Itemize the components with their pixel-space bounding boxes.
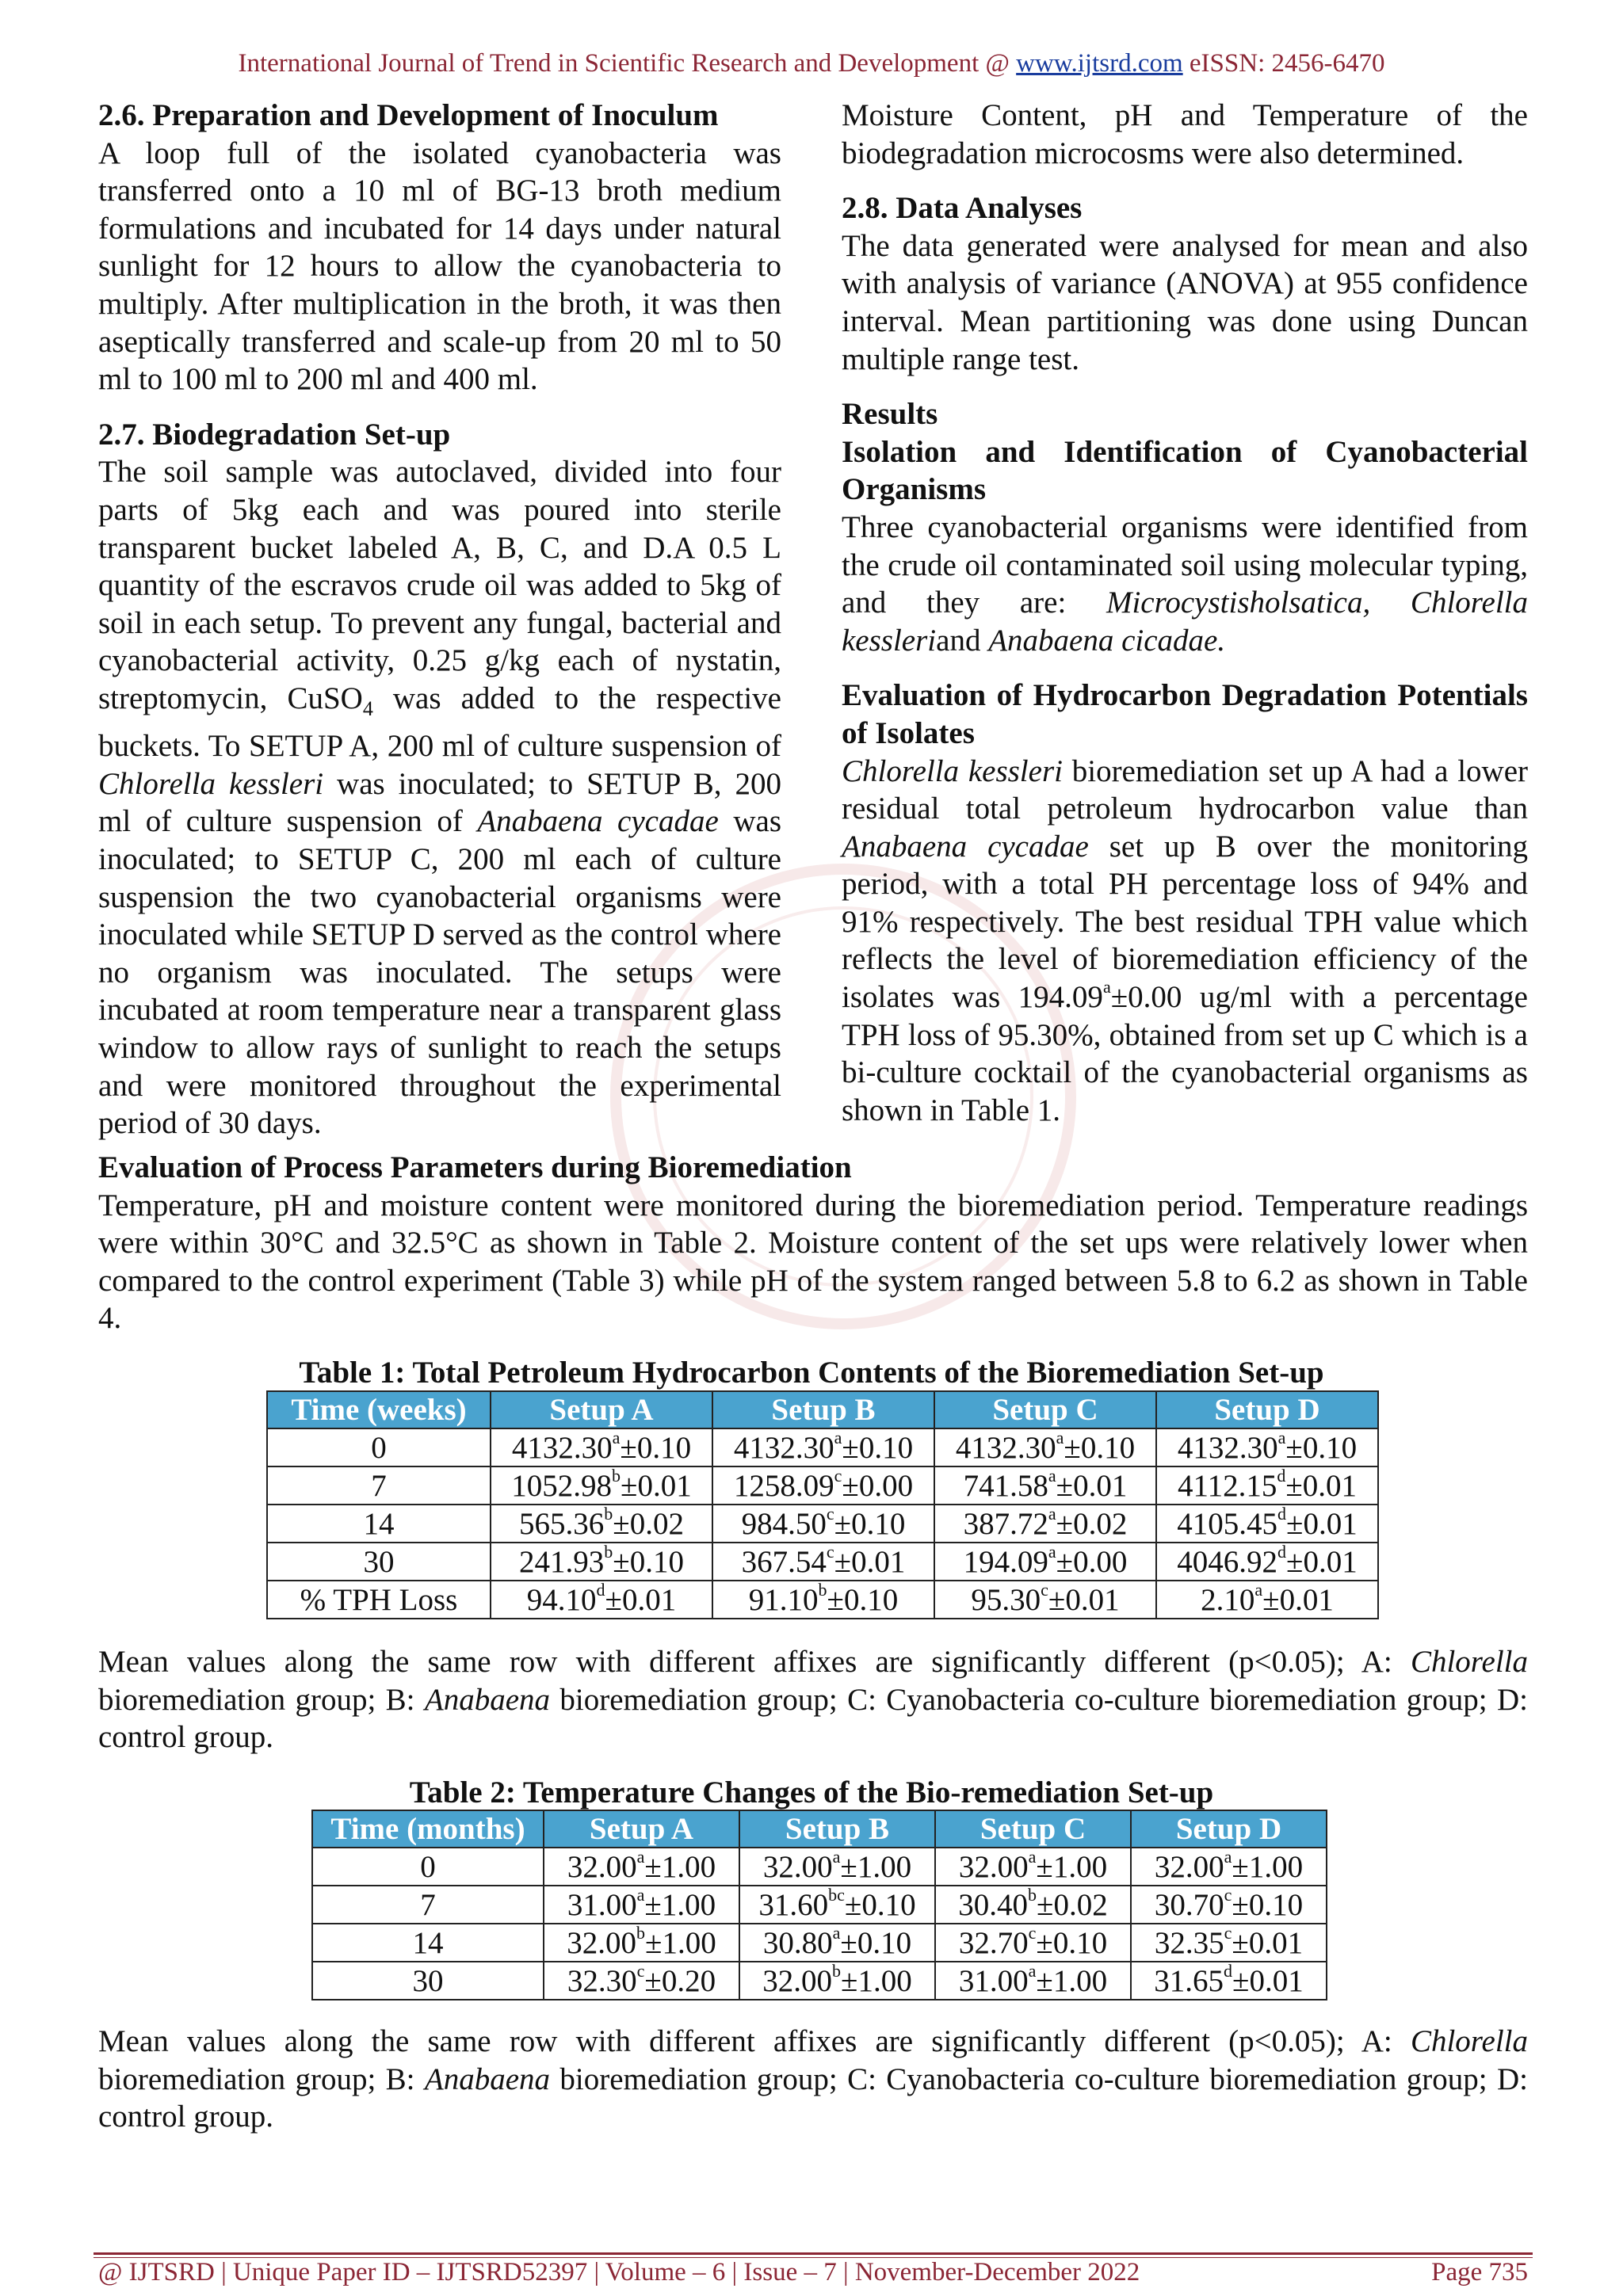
table-header-cell: Time (weeks)	[267, 1391, 491, 1428]
table-row	[267, 1581, 1378, 1619]
journal-name: International Journal of Trend in Scientific Research and Development @	[238, 49, 1010, 78]
page-footer	[98, 2258, 1528, 2287]
value-cell: 241.93$^b$±0.10	[491, 1543, 712, 1581]
table-header-cell: Setup B	[712, 1391, 934, 1428]
row-label-cell: 30	[267, 1543, 491, 1581]
results-heading: Results	[842, 397, 938, 432]
section-2-7-body: The soil sample was autoclaved, divided into four parts of 5kg each and was poured into sterile transparent bucket labeled A, B, C, and D.A 0.5 L quantity of the escravos crude oil was added to 5kg of soil in each setup. To prevent any fungal, bacterial and cyanobacterial activity, 0.25 g/kg each of nystatin, streptomycin, CuSO$_4$ was added to the respective buckets. To SETUP A, 200 ml of culture suspension of Chlorella kessleri was inoculated; to SETUP B, 200 ml of culture suspension of Anabaena cycadae was inoculated; to SETUP C, 200 ml each of culture suspension the two cyanobacterial organisms were inoculated while SETUP D served as the control where no organism was inoculated. The setups were incubated at room temperature near a transparent glass window to allow rays of sunlight to reach the setups and were monitored throughout the experimental period of 30 days.	[98, 455, 782, 1141]
row-label-cell: 14	[267, 1505, 491, 1543]
table-1	[266, 1390, 1379, 1619]
section-2-6-title: 2.6. Preparation and Development of Inoculum	[98, 98, 719, 132]
value-cell: 32.00$^a$±1.00	[544, 1848, 739, 1886]
journal-url-link[interactable]: www.ijtsrd.com	[1016, 49, 1183, 78]
table-header-cell: Setup D	[1131, 1810, 1327, 1848]
table-2-note: Mean values along the same row with different affixes are significantly different (p<0.05); A: Chlorella bioremediation group; B: Anabaena bioremediation group; C: Cyanobacteria co-culture bioremediation group; D: control group.	[98, 2024, 1528, 2134]
table-row	[312, 1962, 1327, 2000]
process-parameters-heading: Evaluation of Process Parameters during Bioremediation	[98, 1150, 852, 1184]
row-label-cell: % TPH Loss	[267, 1581, 491, 1619]
value-cell: 1258.09$^c$±0.00	[712, 1466, 934, 1505]
process-parameters-section	[98, 1149, 1528, 1337]
value-cell: 1052.98$^b$±0.01	[491, 1466, 712, 1505]
table-2-caption: Table 2: Temperature Changes of the Bio-remediation Set-up	[409, 1775, 1214, 1810]
page-number: Page 735	[1431, 2258, 1528, 2286]
running-header	[0, 49, 1623, 78]
value-cell: 194.09$^a$±0.00	[934, 1543, 1156, 1581]
value-cell: 4132.30$^a$±0.10	[712, 1428, 934, 1466]
value-cell: 367.54$^c$±0.01	[712, 1543, 934, 1581]
table-header-cell: Time (months)	[312, 1810, 544, 1848]
table-row	[312, 1886, 1327, 1924]
table-header-cell: Setup C	[935, 1810, 1131, 1848]
table-header-cell: Setup D	[1156, 1391, 1378, 1428]
value-cell: 32.00$^a$±1.00	[1131, 1848, 1327, 1886]
table-header-row	[267, 1391, 1378, 1428]
value-cell: 2.10$^a$±0.01	[1156, 1581, 1378, 1619]
value-cell: 4112.15$^d$±0.01	[1156, 1466, 1378, 1505]
value-cell: 32.00$^b$±1.00	[739, 1962, 935, 2000]
table-2	[311, 1810, 1327, 2000]
section-2-6-body: A loop full of the isolated cyanobacteria was transferred onto a 10 ml of BG-13 broth medium formulations and incubated for 14 days under natural sunlight for 12 hours to allow the cyanobacteria to multiply. After multiplication in the broth, it was then aseptically transferred and scale-up from 20 ml to 50 ml to 100 ml to 200 ml and 400 ml.	[98, 135, 781, 397]
table-row	[312, 1848, 1327, 1886]
value-cell: 4132.30$^a$±0.10	[934, 1428, 1156, 1466]
row-label-cell: 7	[312, 1886, 544, 1924]
value-cell: 95.30$^c$±0.01	[934, 1581, 1156, 1619]
row-label-cell: 14	[312, 1924, 544, 1962]
table-row	[267, 1428, 1378, 1466]
value-cell: 387.72$^a$±0.02	[934, 1505, 1156, 1543]
value-cell: 94.10$^d$±0.01	[491, 1581, 712, 1619]
table-row	[267, 1543, 1378, 1581]
value-cell: 30.70$^c$±0.10	[1131, 1886, 1327, 1924]
table-row	[312, 1924, 1327, 1962]
value-cell: 31.00$^a$±1.00	[544, 1886, 739, 1924]
value-cell: 4046.92$^d$±0.01	[1156, 1543, 1378, 1581]
process-parameters-body: Temperature, pH and moisture content were monitored during the bioremediation period. Temperature readings were within 30°C and 32.5°C as shown in Table 2. Moisture content of the set ups were relatively lower when compared to the control experiment (Table 3) while pH of the system ranged between 5.8 to 6.2 as shown in Table 4.	[98, 1188, 1528, 1336]
moisture-paragraph: Moisture Content, pH and Temperature of the biodegradation microcosms were also determined.	[842, 98, 1528, 170]
table-header-row	[312, 1810, 1327, 1848]
value-cell: 4132.30$^a$±0.10	[491, 1428, 712, 1466]
value-cell: 32.00$^a$±1.00	[739, 1848, 935, 1886]
table-header-cell: Setup C	[934, 1391, 1156, 1428]
value-cell: 31.00$^a$±1.00	[935, 1962, 1131, 2000]
value-cell: 4132.30$^a$±0.10	[1156, 1428, 1378, 1466]
footer-citation: @ IJTSRD | Unique Paper ID – IJTSRD52397 | Volume – 6 | Issue – 7 | November-December 2022	[98, 2258, 1140, 2286]
table-header-cell: Setup A	[491, 1391, 712, 1428]
table-header-cell: Setup B	[739, 1810, 935, 1848]
value-cell: 32.70$^c$±0.10	[935, 1924, 1131, 1962]
value-cell: 32.35$^c$±0.01	[1131, 1924, 1327, 1962]
row-label-cell: 30	[312, 1962, 544, 2000]
table-1-caption: Table 1: Total Petroleum Hydrocarbon Contents of the Bioremediation Set-up	[299, 1356, 1324, 1390]
table-1-note: Mean values along the same row with different affixes are significantly different (p<0.05); A: Chlorella bioremediation group; B: Anabaena bioremediation group; C: Cyanobacteria co-culture bioremediation group; D: control group.	[98, 1645, 1528, 1755]
isolation-heading: Isolation and Identification of Cyanobacterial Organisms	[842, 434, 1528, 507]
journal-issn: eISSN: 2456-6470	[1189, 49, 1385, 78]
evaluation-body: Chlorella kessleri bioremediation set up A had a lower residual total petroleum hydrocarbon value than Anabaena cycadae set up B over the monitoring period, with a total PH percentage loss of 94% and 91% respectively. The best residual TPH value which reflects the level of bioremediation efficiency of the isolates was 194.09$^a$±0.00 ug/ml with a percentage TPH loss of 95.30%, obtained from set up C which is a bi-culture cocktail of the cyanobacterial organisms as shown in Table 1.	[842, 753, 1529, 1127]
value-cell: 565.36$^b$±0.02	[491, 1505, 712, 1543]
table-header-cell: Setup A	[544, 1810, 739, 1848]
section-2-8-title: 2.8. Data Analyses	[842, 191, 1083, 226]
value-cell: 31.65$^d$±0.01	[1131, 1962, 1327, 2000]
evaluation-heading: Evaluation of Hydrocarbon Degradation Potentials of Isolates	[842, 678, 1528, 750]
row-label-cell: 0	[267, 1428, 491, 1466]
table-row	[267, 1466, 1378, 1505]
value-cell: 32.30$^c$±0.20	[544, 1962, 739, 2000]
right-column	[842, 97, 1528, 1129]
value-cell: 32.00$^a$±1.00	[935, 1848, 1131, 1886]
left-column	[98, 97, 781, 1142]
isolation-body: Three cyanobacterial organisms were identified from the crude oil contaminated soil using molecular typing, and they are: Microcystisholsatica, Chlorella kessleriand Anabaena cicadae.	[842, 509, 1528, 658]
value-cell: 30.40$^b$±0.02	[935, 1886, 1131, 1924]
value-cell: 741.58$^a$±0.01	[934, 1466, 1156, 1505]
value-cell: 32.00$^b$±1.00	[544, 1924, 739, 1962]
value-cell: 4105.45$^d$±0.01	[1156, 1505, 1378, 1543]
row-label-cell: 7	[267, 1466, 491, 1505]
value-cell: 91.10$^b$±0.10	[712, 1581, 934, 1619]
section-2-7-title: 2.7. Biodegradation Set-up	[98, 417, 451, 452]
table-row	[267, 1505, 1378, 1543]
section-2-8-body: The data generated were analysed for mean and also with analysis of variance (ANOVA) at 955 confidence interval. Mean partitioning was done using Duncan multiple range test.	[842, 228, 1528, 376]
row-label-cell: 0	[312, 1848, 544, 1886]
value-cell: 30.80$^a$±0.10	[739, 1924, 935, 1962]
value-cell: 31.60$^{bc}$±0.10	[739, 1886, 935, 1924]
value-cell: 984.50$^c$±0.10	[712, 1505, 934, 1543]
